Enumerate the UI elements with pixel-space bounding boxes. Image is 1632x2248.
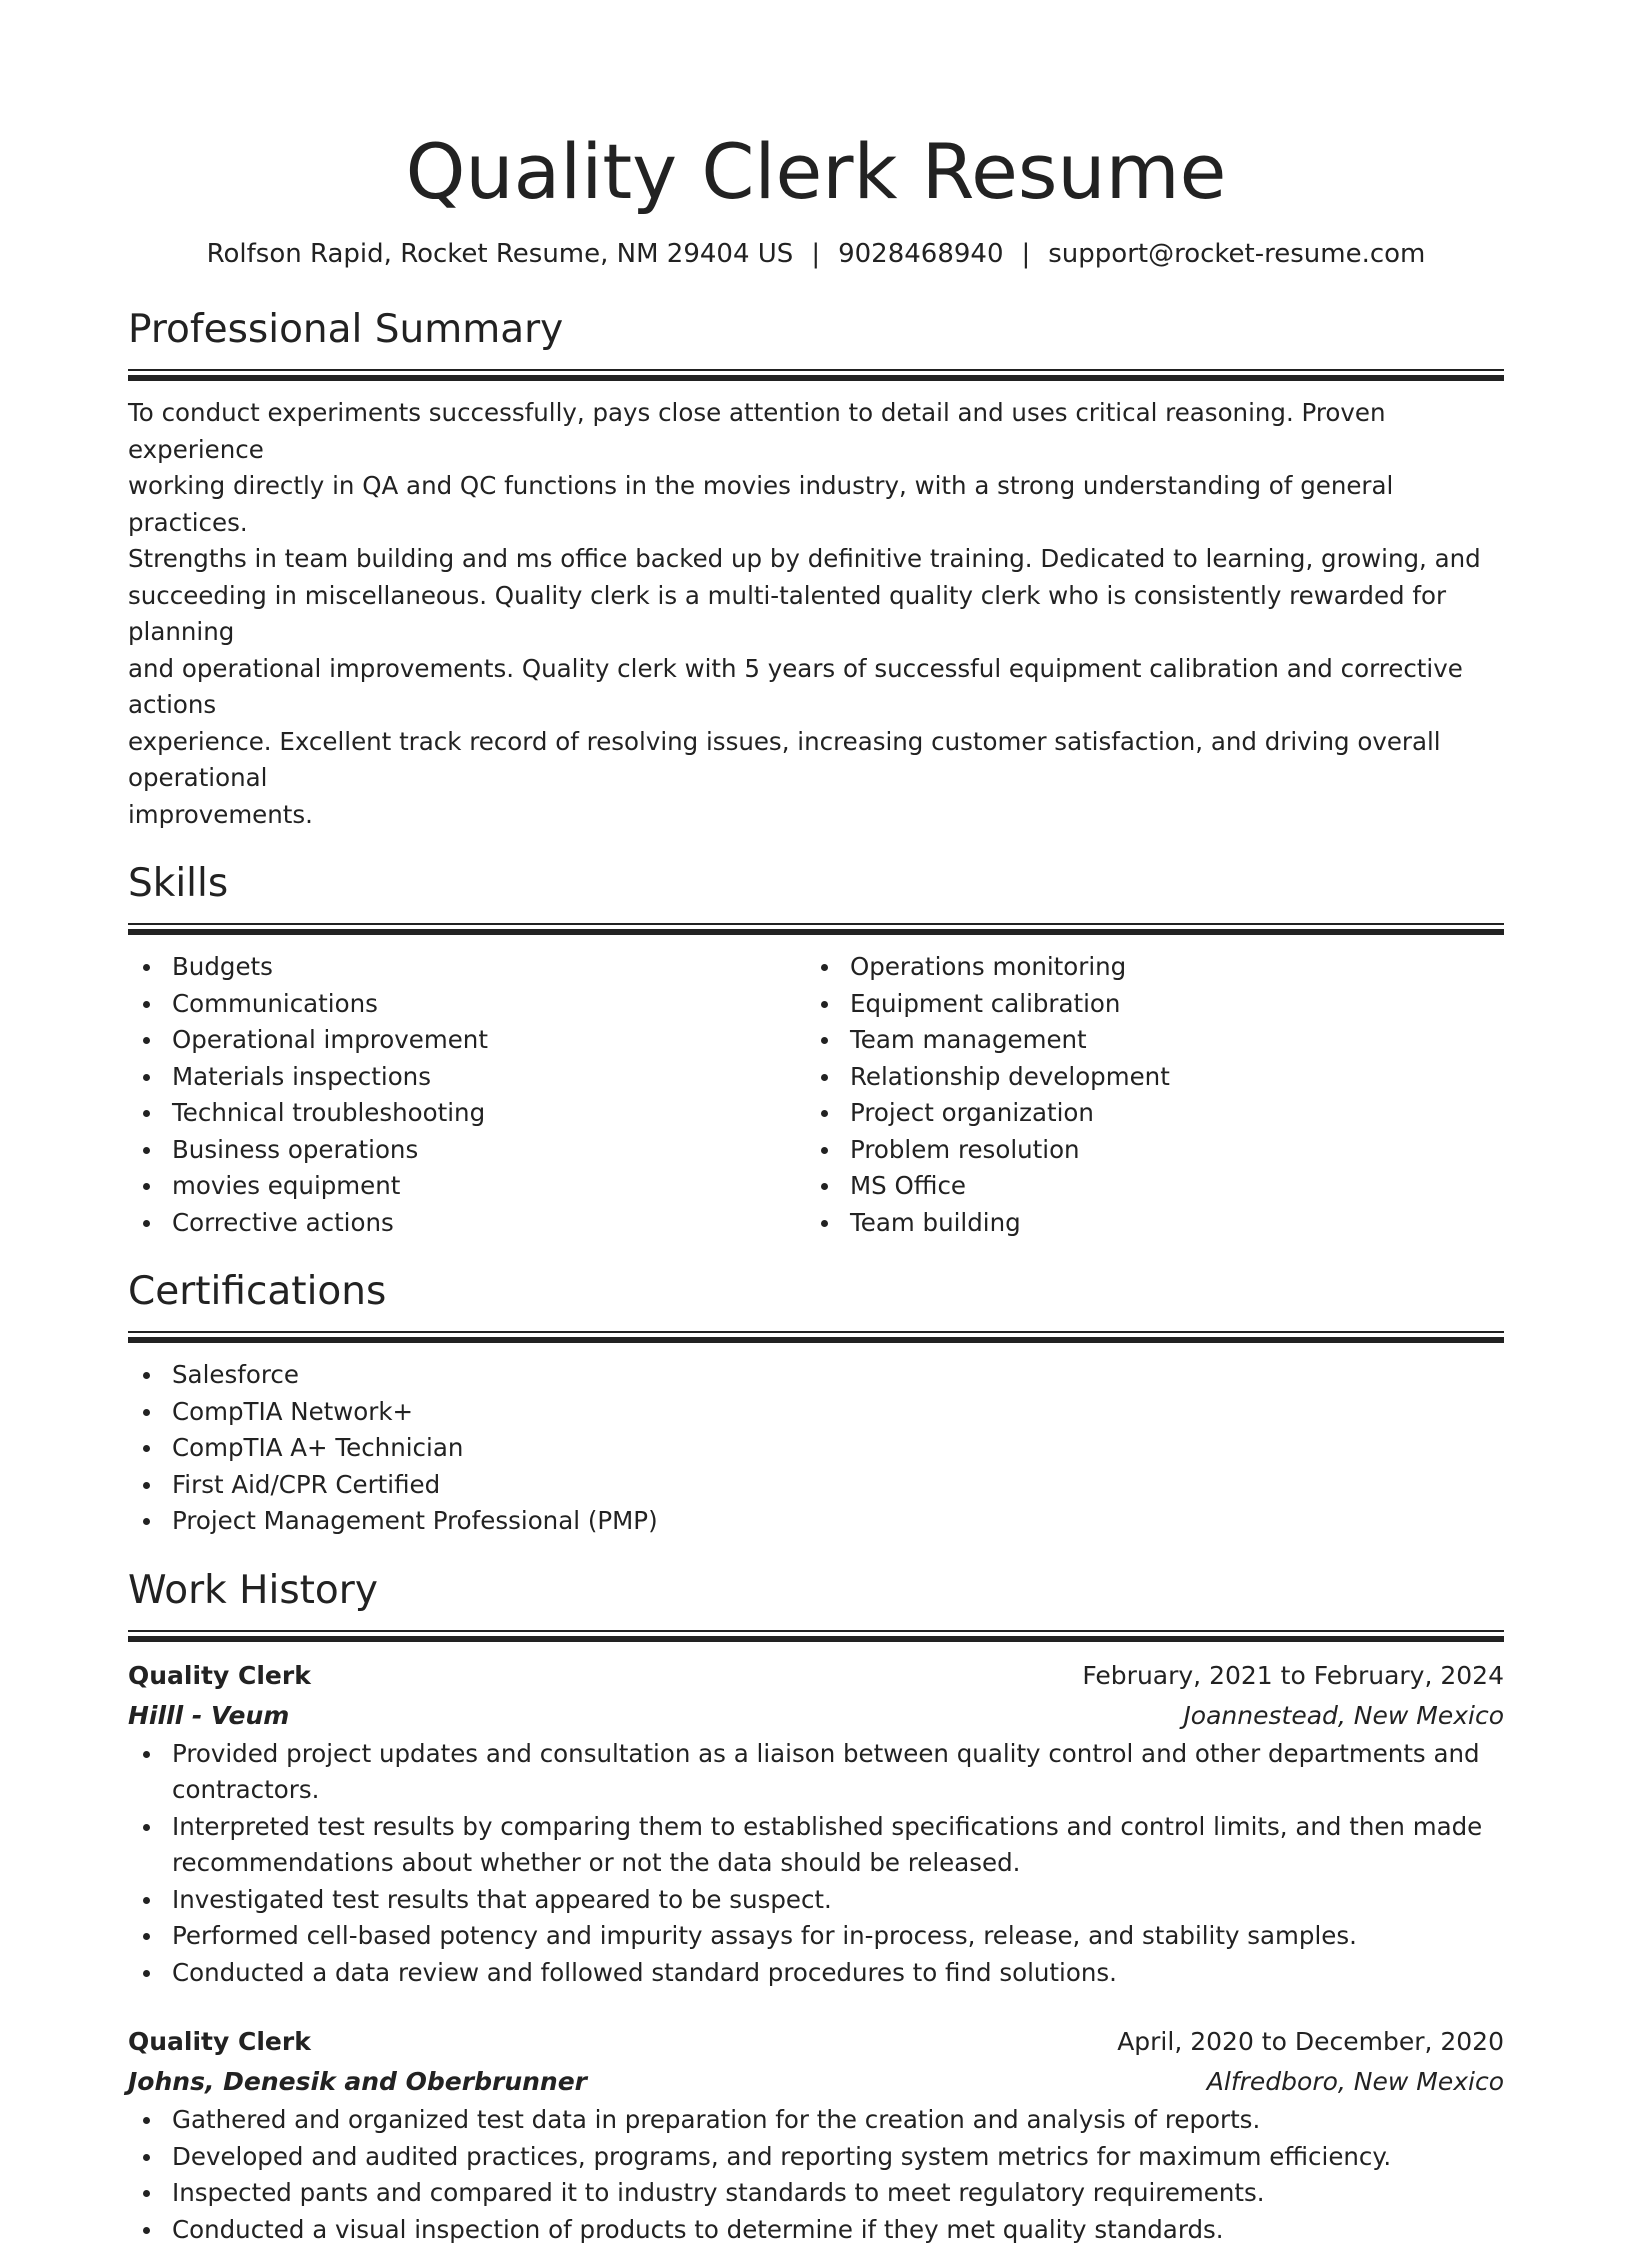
job-bullet	[172, 2175, 1504, 2212]
job-header	[128, 2022, 1504, 2062]
skill-label: Communications	[172, 989, 378, 1018]
summary-line: improvements.	[128, 797, 1504, 834]
job-entry	[128, 2022, 1504, 2248]
bullet-icon	[143, 1751, 150, 1758]
certification-item	[172, 1503, 1504, 1540]
bullet-icon	[143, 1001, 150, 1008]
bullet-icon	[143, 1183, 150, 1190]
skill-item	[172, 1059, 806, 1096]
bullet-icon	[143, 964, 150, 971]
job-bullet-line: Gathered and organized test data in preparation for the creation and analysis of reports.	[172, 2102, 1504, 2139]
section-divider	[128, 923, 1504, 935]
job-bullet-line: Conducted a data review and followed standard procedures to find solutions.	[172, 1955, 1504, 1992]
job-bullet-line: Developed and audited practices, programs, and reporting system metrics for maximum efficiency.	[172, 2139, 1504, 2176]
skill-item	[850, 1059, 1484, 1096]
skills-heading: Skills	[128, 859, 1504, 909]
bullet-icon	[143, 1147, 150, 1154]
certification-label: Project Management Professional (PMP)	[172, 1506, 658, 1535]
bullet-icon	[143, 1933, 150, 1940]
job-title: Quality Clerk	[128, 1656, 311, 1696]
skill-item	[172, 1095, 806, 1132]
section-divider	[128, 1331, 1504, 1343]
bullet-icon	[143, 2227, 150, 2234]
skill-item	[172, 986, 806, 1023]
bullet-icon	[143, 2190, 150, 2197]
skill-label: Project organization	[850, 1098, 1094, 1127]
skill-item	[172, 949, 806, 986]
job-bullet	[172, 2102, 1504, 2139]
skill-item	[850, 1022, 1484, 1059]
skill-label: Operations monitoring	[850, 952, 1126, 981]
job-bullet	[172, 1882, 1504, 1919]
certifications-heading: Certifications	[128, 1267, 1504, 1317]
skill-label: Team building	[850, 1208, 1021, 1237]
job-bullet-line: Conducted a visual inspection of products to determine if they met quality standards.	[172, 2212, 1504, 2248]
bullet-icon	[143, 1897, 150, 1904]
bullet-icon	[143, 1220, 150, 1227]
contact-line	[128, 236, 1504, 272]
job-bullet	[172, 1809, 1504, 1882]
summary-line: working directly in QA and QC functions in the movies industry, with a strong understanding of general practices.	[128, 468, 1504, 541]
job-title: Quality Clerk	[128, 2022, 311, 2062]
skills-list-right	[806, 949, 1484, 1241]
job-bullet	[172, 2139, 1504, 2176]
certification-item	[172, 1394, 1504, 1431]
skill-label: Relationship development	[850, 1062, 1170, 1091]
job-bullet	[172, 1955, 1504, 1992]
bullet-icon	[143, 1518, 150, 1525]
summary-line: experience. Excellent track record of resolving issues, increasing customer satisfaction, and driving overall operational	[128, 724, 1504, 797]
contact-phone: 9028468940	[838, 239, 1003, 269]
job-bullet-line: Interpreted test results by comparing them to established specifications and control limits, and then made	[172, 1809, 1504, 1846]
certifications-list	[128, 1357, 1504, 1540]
skill-label: Corrective actions	[172, 1208, 394, 1237]
resume-title: Quality Clerk Resume	[128, 126, 1504, 218]
bullet-icon	[821, 1147, 828, 1154]
job-entry	[128, 1656, 1504, 1992]
bullet-icon	[821, 1037, 828, 1044]
certification-item	[172, 1467, 1504, 1504]
bullet-icon	[821, 1074, 828, 1081]
skill-label: Business operations	[172, 1135, 418, 1164]
skill-item	[850, 1205, 1484, 1242]
job-dates: April, 2020 to December, 2020	[1117, 2022, 1504, 2062]
skills-column-left	[128, 949, 806, 1241]
skill-label: Materials inspections	[172, 1062, 431, 1091]
skill-item	[850, 986, 1484, 1023]
bullet-icon	[143, 2117, 150, 2124]
job-bullet-line: Provided project updates and consultation as a liaison between quality control and other departments and	[172, 1736, 1504, 1773]
summary-heading: Professional Summary	[128, 305, 1504, 355]
job-bullet	[172, 1918, 1504, 1955]
skill-label: Problem resolution	[850, 1135, 1080, 1164]
skill-item	[172, 1022, 806, 1059]
bullet-icon	[143, 1970, 150, 1977]
skill-item	[850, 1132, 1484, 1169]
job-subheader	[128, 1696, 1504, 1736]
job-subheader	[128, 2062, 1504, 2102]
section-divider	[128, 369, 1504, 381]
job-bullets	[128, 1736, 1504, 1992]
certification-label: CompTIA A+ Technician	[172, 1433, 463, 1462]
summary-line: Strengths in team building and ms office backed up by definitive training. Dedicated to learning, growing, and	[128, 541, 1504, 578]
contact-address: Rolfson Rapid, Rocket Resume, NM 29404 US	[207, 239, 794, 269]
certification-item	[172, 1357, 1504, 1394]
bullet-icon	[143, 1824, 150, 1831]
summary-text	[128, 395, 1504, 833]
job-bullet-line: Investigated test results that appeared to be suspect.	[172, 1882, 1504, 1919]
skills-column-right	[806, 949, 1484, 1241]
job-dates: February, 2021 to February, 2024	[1082, 1656, 1504, 1696]
skill-label: Budgets	[172, 952, 273, 981]
job-location: Joannestead, New Mexico	[1183, 1696, 1504, 1736]
bullet-icon	[143, 1037, 150, 1044]
job-bullet-line: Inspected pants and compared it to industry standards to meet regulatory requirements.	[172, 2175, 1504, 2212]
work-history-section	[128, 1566, 1504, 2248]
skill-label: Technical troubleshooting	[172, 1098, 485, 1127]
bullet-icon	[821, 1001, 828, 1008]
bullet-icon	[821, 964, 828, 971]
bullet-icon	[143, 1074, 150, 1081]
skill-label: Operational improvement	[172, 1025, 488, 1054]
job-bullet-line: Performed cell-based potency and impurity assays for in-process, release, and stability samples.	[172, 1918, 1504, 1955]
skills-grid	[128, 949, 1504, 1241]
certifications-section	[128, 1267, 1504, 1540]
job-company: Hilll - Veum	[128, 1696, 289, 1736]
bullet-icon	[143, 2154, 150, 2161]
job-bullet	[172, 2212, 1504, 2248]
contact-email: support@rocket-resume.com	[1048, 239, 1425, 269]
job-bullet-line: contractors.	[172, 1772, 1504, 1809]
certification-label: First Aid/CPR Certified	[172, 1470, 440, 1499]
skill-item	[850, 949, 1484, 986]
skill-label: movies equipment	[172, 1171, 400, 1200]
contact-separator: |	[811, 236, 820, 272]
skill-label: Team management	[850, 1025, 1087, 1054]
job-company: Johns, Denesik and Oberbrunner	[128, 2062, 587, 2102]
skills-list-left	[128, 949, 806, 1241]
bullet-icon	[821, 1183, 828, 1190]
bullet-icon	[143, 1445, 150, 1452]
bullet-icon	[821, 1110, 828, 1117]
job-location: Alfredboro, New Mexico	[1207, 2062, 1504, 2102]
job-bullets	[128, 2102, 1504, 2248]
job-bullet	[172, 1736, 1504, 1809]
summary-line: succeeding in miscellaneous. Quality clerk is a multi-talented quality clerk who is consistently rewarded for planning	[128, 578, 1504, 651]
bullet-icon	[143, 1372, 150, 1379]
contact-separator: |	[1022, 236, 1031, 272]
skills-section	[128, 859, 1504, 1241]
job-bullet-line: recommendations about whether or not the data should be released.	[172, 1845, 1504, 1882]
bullet-icon	[143, 1482, 150, 1489]
skill-item	[850, 1095, 1484, 1132]
certification-label: CompTIA Network+	[172, 1397, 413, 1426]
skill-item	[172, 1205, 806, 1242]
work-history-heading: Work History	[128, 1566, 1504, 1616]
bullet-icon	[143, 1110, 150, 1117]
section-divider	[128, 1630, 1504, 1642]
skill-item	[172, 1132, 806, 1169]
bullet-icon	[143, 1409, 150, 1416]
skill-item	[850, 1168, 1484, 1205]
certification-label: Salesforce	[172, 1360, 299, 1389]
summary-line: To conduct experiments successfully, pays close attention to detail and uses critical reasoning. Proven experience	[128, 395, 1504, 468]
skill-label: MS Office	[850, 1171, 966, 1200]
job-header	[128, 1656, 1504, 1696]
bullet-icon	[821, 1220, 828, 1227]
summary-line: and operational improvements. Quality clerk with 5 years of successful equipment calibration and corrective actions	[128, 651, 1504, 724]
summary-section	[128, 305, 1504, 833]
skill-item	[172, 1168, 806, 1205]
certification-item	[172, 1430, 1504, 1467]
skill-label: Equipment calibration	[850, 989, 1120, 1018]
resume-page	[128, 0, 1504, 2248]
